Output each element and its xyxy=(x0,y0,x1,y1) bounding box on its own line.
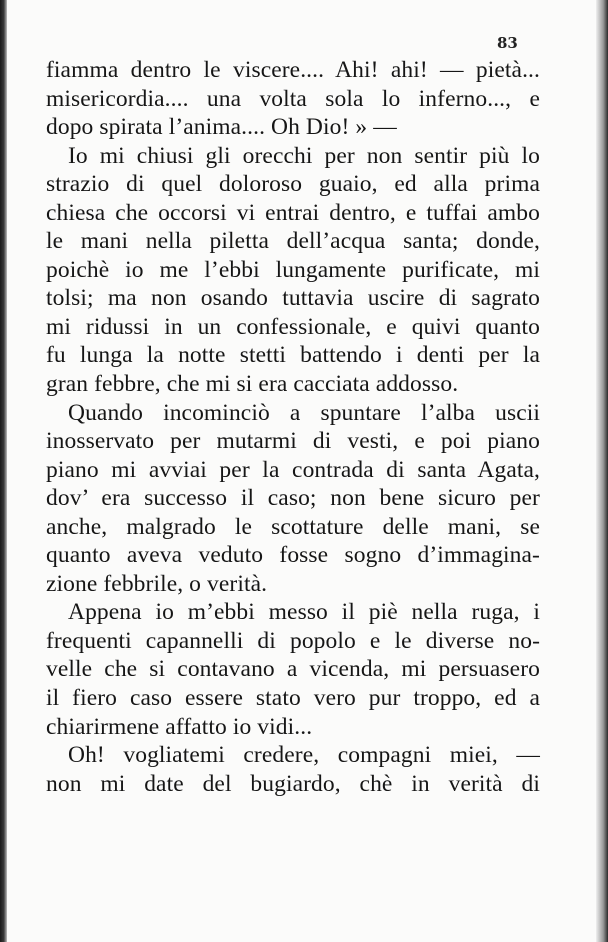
text-line: inosservato per mutarmi di vesti, e poi piano xyxy=(46,428,540,455)
text-line: non mi date del bugiardo, chè in verità di xyxy=(46,770,540,797)
text-line: tolsi; ma non osando tuttavia uscire di sagrato xyxy=(46,285,540,312)
page-binding-shadow xyxy=(0,0,7,942)
text-line: Io mi chiusi gli orecchi per non sentir più lo xyxy=(68,142,540,169)
text-line: zione febbrile, o verità. xyxy=(46,570,268,597)
text-line: strazio di quel doloroso guaio, ed alla prima xyxy=(46,171,540,198)
page-number: 83 xyxy=(497,34,518,52)
text-line: Oh! vogliatemi credere, compagni miei, — xyxy=(68,742,540,769)
page-body-text xyxy=(46,56,540,798)
text-line: velle che si contavano a vicenda, mi persuasero xyxy=(46,656,540,683)
text-line: le mani nella piletta dell’acqua santa; donde, xyxy=(46,228,540,255)
text-line: piano mi avviai per la contrada di santa Agata, xyxy=(46,456,540,483)
text-line: dov’ era successo il caso; non bene sicuro per xyxy=(46,485,540,512)
text-line: chiesa che occorsi vi entrai dentro, e tuffai ambo xyxy=(46,199,540,226)
text-line: il fiero caso essere stato vero pur troppo, ed a xyxy=(46,685,540,712)
text-line: mi ridussi in un confessionale, e quivi quanto xyxy=(46,313,540,340)
page-edge-shadow xyxy=(596,0,608,942)
text-line: misericordia.... una volta sola lo inferno..., e xyxy=(46,85,540,112)
text-line: frequenti capannelli di popolo e le diverse no- xyxy=(46,627,540,654)
text-line: fu lunga la notte stetti battendo i denti per la xyxy=(46,342,540,369)
text-line: anche, malgrado le scottature delle mani, se xyxy=(46,513,540,540)
text-line: Appena io m’ebbi messo il piè nella ruga, i xyxy=(68,599,540,626)
text-line: Quando incominciò a spuntare l’alba uscii xyxy=(68,399,540,426)
text-line: poichè io me l’ebbi lungamente purificate, mi xyxy=(46,256,540,283)
text-line: dopo spirata l’anima.... Oh Dio! » — xyxy=(46,114,397,141)
text-line: gran febbre, che mi si era cacciata addosso. xyxy=(46,371,459,398)
text-line: fiamma dentro le viscere.... Ahi! ahi! — pietà... xyxy=(46,57,540,83)
text-line: chiarirmene affatto io vidi... xyxy=(46,713,313,740)
text-line: quanto aveva veduto fosse sogno d’immagina- xyxy=(46,542,540,569)
